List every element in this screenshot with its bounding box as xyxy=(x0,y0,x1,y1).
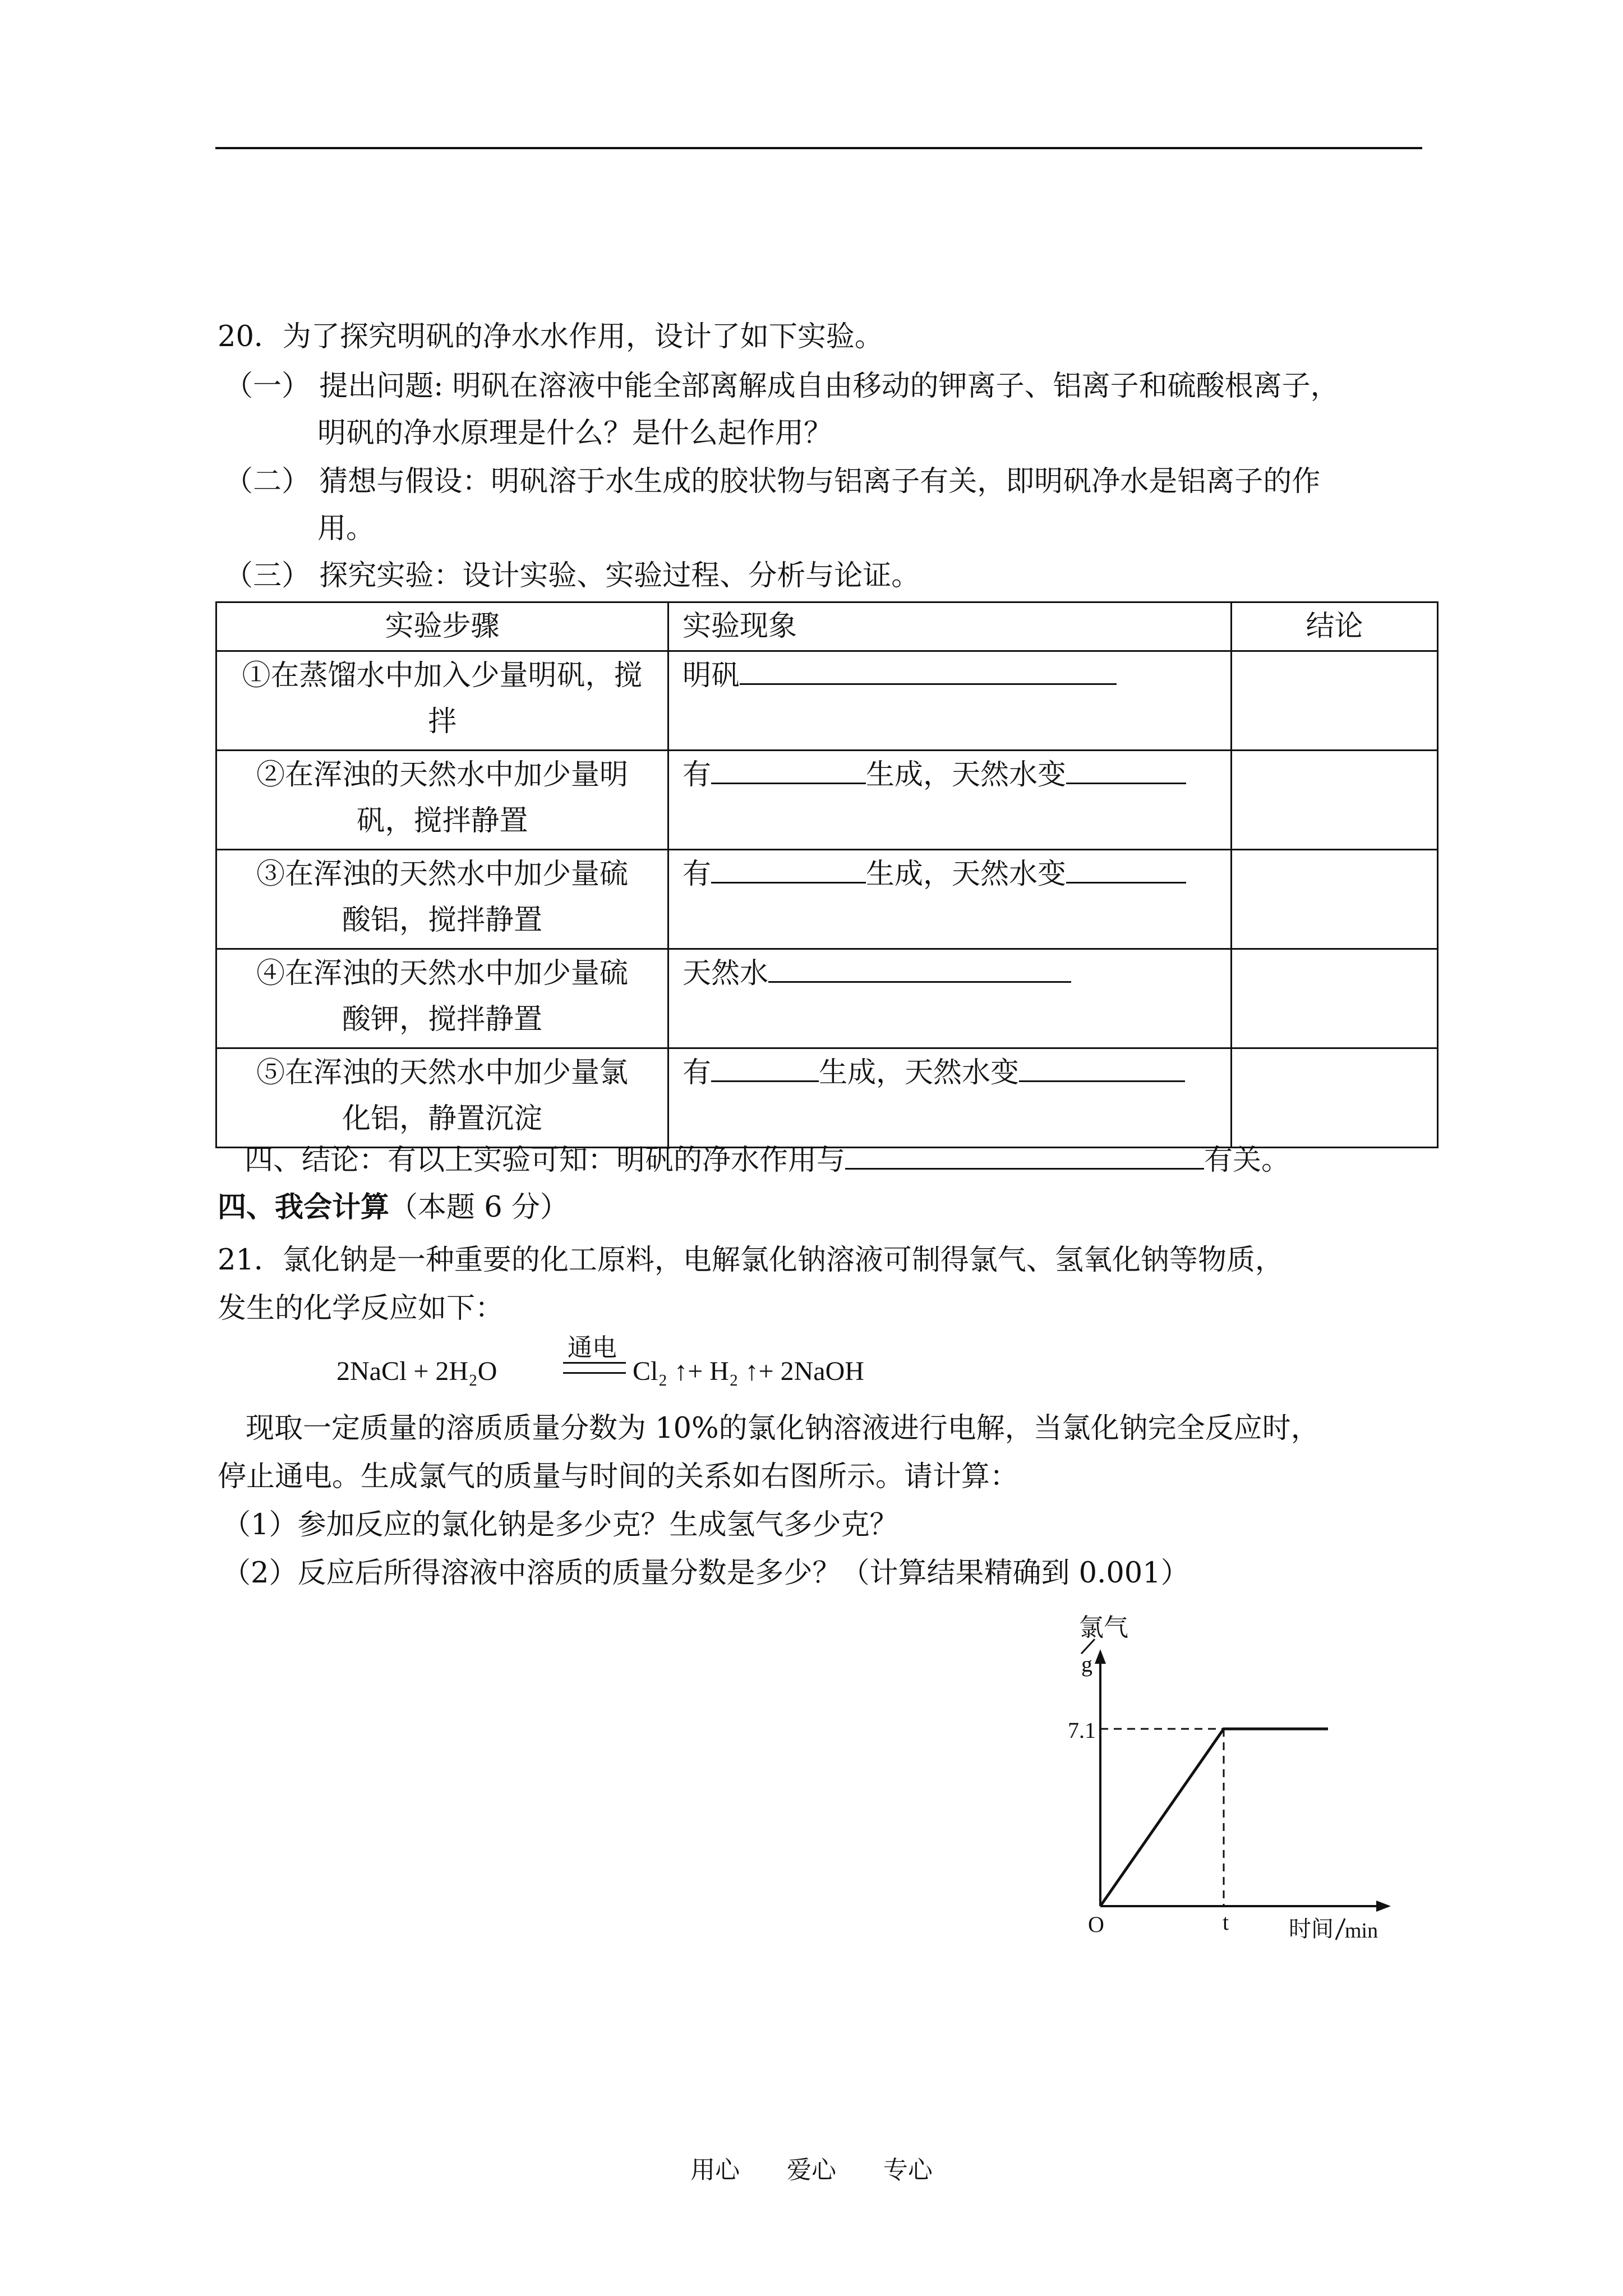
conclusion-cell[interactable] xyxy=(1232,751,1438,850)
step-cell xyxy=(216,850,668,949)
step-text: ②在浑浊的天然水中加少量明 xyxy=(256,758,628,792)
table-header-row xyxy=(216,602,1438,651)
x-axis-unit: min xyxy=(1345,1919,1378,1941)
x-axis-slash xyxy=(1336,1918,1345,1940)
conclusion-cell[interactable] xyxy=(1232,651,1438,751)
table-row xyxy=(216,1048,1438,1148)
answer-blank[interactable] xyxy=(1066,760,1186,784)
step-cell xyxy=(216,949,668,1048)
experiment-table xyxy=(215,601,1438,1148)
table-row xyxy=(216,651,1438,751)
observation-cell xyxy=(668,751,1232,850)
step-text: 酸铝，搅拌静置 xyxy=(342,904,542,937)
answer-blank[interactable] xyxy=(845,1145,1204,1170)
conclusion-cell[interactable] xyxy=(1232,850,1438,949)
equation-right: Cl₂ ↑+ H₂ ↑+ 2NaOH xyxy=(633,1356,864,1386)
x-axis-arrow-icon xyxy=(1376,1901,1391,1912)
y-axis-label: 氯气 xyxy=(1079,1614,1128,1641)
table-row xyxy=(216,949,1438,1048)
q20-part2-line1: （二） 猜想与假设：明矾溶于水生成的胶状物与铝离子有关，即明矾净水是铝离子的作 xyxy=(224,465,1321,498)
chlorine-time-chart xyxy=(1066,1604,1413,1941)
observation-cell xyxy=(668,949,1232,1048)
x-axis-label: 时间 xyxy=(1289,1916,1334,1941)
y-axis-arrow-icon xyxy=(1095,1649,1106,1664)
step-text: ⑤在浑浊的天然水中加少量氯 xyxy=(256,1056,628,1089)
step-text: 拌 xyxy=(427,705,457,738)
observation-text: 生成，天然水变 xyxy=(866,858,1067,891)
answer-blank[interactable] xyxy=(740,661,1117,685)
observation-text: 生成，天然水变 xyxy=(866,758,1067,792)
conclusion-cell[interactable] xyxy=(1232,1048,1438,1148)
header-conclusion: 结论 xyxy=(1232,602,1438,651)
y-axis-unit: g xyxy=(1081,1651,1092,1677)
section-title: 四、我会计算 xyxy=(218,1191,390,1224)
step-text: 酸钾，搅拌静置 xyxy=(342,1003,542,1036)
equation-bar xyxy=(563,1362,626,1364)
header-observation: 实验现象 xyxy=(668,602,1232,651)
section-note: （本题 6 分） xyxy=(389,1191,569,1224)
observation-cell xyxy=(668,651,1232,751)
page-footer: 用心 爱心 专心 xyxy=(690,2156,933,2184)
answer-blank[interactable] xyxy=(711,760,866,784)
observation-text: 明矾 xyxy=(683,659,740,692)
answer-blank[interactable] xyxy=(1019,1058,1185,1082)
table-row xyxy=(216,850,1438,949)
observation-text: 生成，天然水变 xyxy=(819,1056,1020,1089)
q21-line1: 21．氯化钠是一种重要的化工原料，电解氯化钠溶液可制得氯气、氢氧化钠等物质， xyxy=(218,1244,1284,1277)
q20-part3: （三） 探究实验：设计实验、实验过程、分析与论证。 xyxy=(224,559,920,592)
conclusion-prefix: 四、结论：有以上实验可知：明矾的净水作用与 xyxy=(245,1144,846,1177)
q21-line4: 停止通电。生成氯气的质量与时间的关系如右图所示。请计算： xyxy=(218,1460,1019,1493)
q21-line3: 现取一定质量的溶质质量分数为 10%的氯化钠溶液进行电解，当氯化钠完全反应时， xyxy=(246,1412,1320,1445)
header-step: 实验步骤 xyxy=(216,602,668,651)
q20-conclusion xyxy=(245,1142,1290,1179)
answer-blank[interactable] xyxy=(768,959,1071,983)
origin-label: O xyxy=(1088,1912,1104,1937)
series-line xyxy=(1100,1729,1328,1906)
q21-line2: 发生的化学反应如下： xyxy=(218,1292,504,1325)
q20-part1-line1: （一） 提出问题: 明矾在溶液中能全部离解成自由移动的钾离子、铝离子和硫酸根离子， xyxy=(224,370,1339,403)
header-rule xyxy=(215,147,1422,149)
section-heading xyxy=(218,1189,569,1226)
observation-cell xyxy=(668,850,1232,949)
observation-cell xyxy=(668,1048,1232,1148)
equation-left: 2NaCl + 2H₂O xyxy=(336,1356,497,1386)
answer-blank[interactable] xyxy=(711,1058,819,1082)
observation-text: 有 xyxy=(683,1056,712,1089)
y-tick-label: 7.1 xyxy=(1068,1718,1096,1743)
conclusion-suffix: 有关。 xyxy=(1204,1144,1290,1177)
step-text: 矾，搅拌静置 xyxy=(356,804,528,838)
step-cell xyxy=(216,1048,668,1148)
q20-title: 20．为了探究明矾的净水水作用，设计了如下实验。 xyxy=(218,320,883,353)
step-text: ③在浑浊的天然水中加少量硫 xyxy=(256,858,628,891)
q21-subq1: （1）参加反应的氯化钠是多少克？生成氢气多少克？ xyxy=(222,1508,898,1542)
q20-part2-line2: 用。 xyxy=(317,512,375,545)
x-tick-label: t xyxy=(1223,1910,1229,1935)
step-text: ④在浑浊的天然水中加少量硫 xyxy=(256,957,628,990)
observation-text: 有 xyxy=(683,758,712,792)
step-cell xyxy=(216,751,668,850)
answer-blank[interactable] xyxy=(1066,859,1186,884)
q21-subq2: （2）反应后所得溶液中溶质的质量分数是多少？（计算结果精确到 0.001） xyxy=(222,1557,1189,1590)
table-row xyxy=(216,751,1438,850)
answer-blank[interactable] xyxy=(711,859,866,884)
observation-text: 天然水 xyxy=(683,957,769,990)
step-text: 化铝，静置沉淀 xyxy=(342,1102,542,1135)
q20-part1-line2: 明矾的净水原理是什么？是什么起作用？ xyxy=(317,417,833,450)
equation-bar xyxy=(563,1372,626,1374)
observation-text: 有 xyxy=(683,858,712,891)
step-cell xyxy=(216,651,668,751)
step-text: ①在蒸馏水中加入少量明矾，搅 xyxy=(242,659,643,692)
equation-condition: 通电 xyxy=(568,1333,617,1362)
conclusion-cell[interactable] xyxy=(1232,949,1438,1048)
